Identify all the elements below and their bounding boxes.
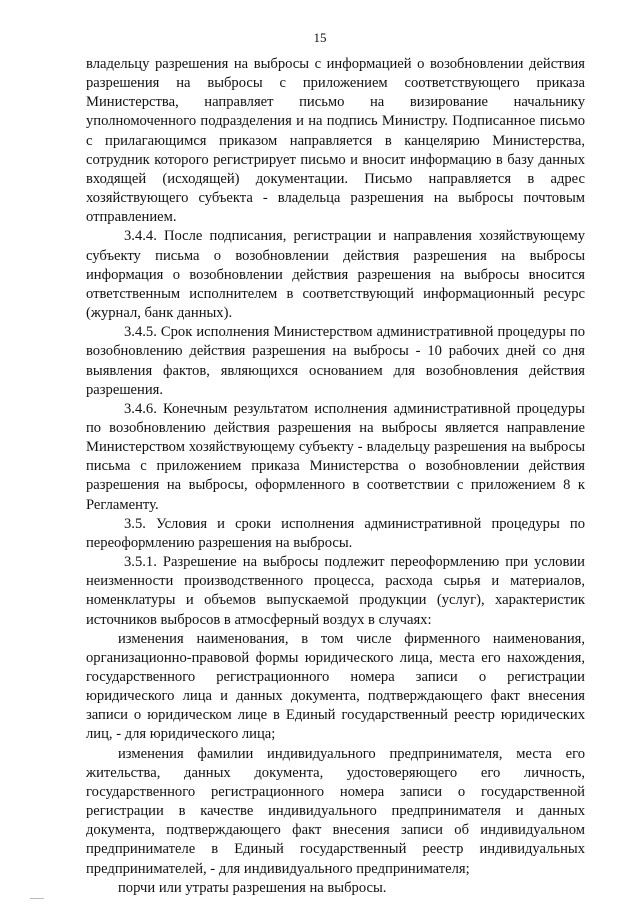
paragraph-continuation: владельцу разрешения на выбросы с информацией о возобновлении действия разрешения на выбросы с приложением соответствующего приказа Министерства, направляет письмо на визирование начальнику уполномоченного подразделения и на подпись Министру. Подписанное письмо с прилагающимся приказом направляется в канцелярию Министерства, сотрудник которого регистрирует письмо и вносит информацию в базу данных входящей (исходящей) документации. Письмо направляется в адрес хозяйствующего субъекта - владельца разрешения на выбросы почтовым отправлением. [86, 56, 585, 226]
page-number: 15 [313, 30, 327, 45]
paragraph-3-4-5: 3.4.5. Срок исполнения Министерством административной процедуры по возобновлению действия разрешения на выбросы - 10 рабочих дней со дня выявления фактов, являющихся основанием для возобновления действия разрешения. [86, 324, 585, 398]
list-item-damage-loss: порчи или утраты разрешения на выбросы. [118, 879, 387, 896]
paragraph-3-5: 3.5. Условия и сроки исполнения административной процедуры по переоформлению разрешения на выбросы. [86, 515, 585, 551]
list-item-legal-entity: изменения наименования, в том числе фирменного наименования, организационно-правовой формы юридического лица, места его нахождения, государственного регистрационного номера записи о регистрации юридического лица и данных документа, подтверждающего факт внесения записи о юридическом лице в Единый государственный реестр юридических лиц, - для юридического лица; [86, 630, 585, 743]
paragraph-3-5-1: 3.5.1. Разрешение на выбросы подлежит переоформлению при условии неизменности производственного процесса, расхода сырья и материалов, номенклатуры и объемов выпускаемой продукции (услуг), характеристик источников выбросов в атмосферный воздух в случаях: [86, 554, 585, 628]
scan-artifact [30, 898, 44, 899]
paragraph-3-4-4: 3.4.4. После подписания, регистрации и направления хозяйствующему субъекту письма о возобновлении действия разрешения на выбросы информация о возобновлении действия разрешения на выбросы вносится ответственным исполнителем в соответствующий информационный ресурс (журнал, банк данных). [86, 228, 585, 322]
document-body [86, 55, 585, 898]
paragraph-3-4-6: 3.4.6. Конечным результатом исполнения административной процедуры по возобновлению действия разрешения на выбросы является направление Министерством хозяйствующему субъекту - владельцу разрешения на выбросы письма с приложением приказа Министерства о возобновлении действия разрешения на выбросы, оформленного в соответствии с приложением 8 к Регламенту. [86, 400, 585, 513]
list-item-entrepreneur: изменения фамилии индивидуального предпринимателя, места его жительства, данных документа, удостоверяющего его личность, государственного регистрационного номера записи о государственной регистрации в качестве индивидуального предпринимателя и данных документа, подтверждающего факт внесения записи об индивидуальном предпринимателе в Единый государственный реестр индивидуальных предпринимателей, - для индивидуального предпринимателя; [86, 745, 585, 877]
